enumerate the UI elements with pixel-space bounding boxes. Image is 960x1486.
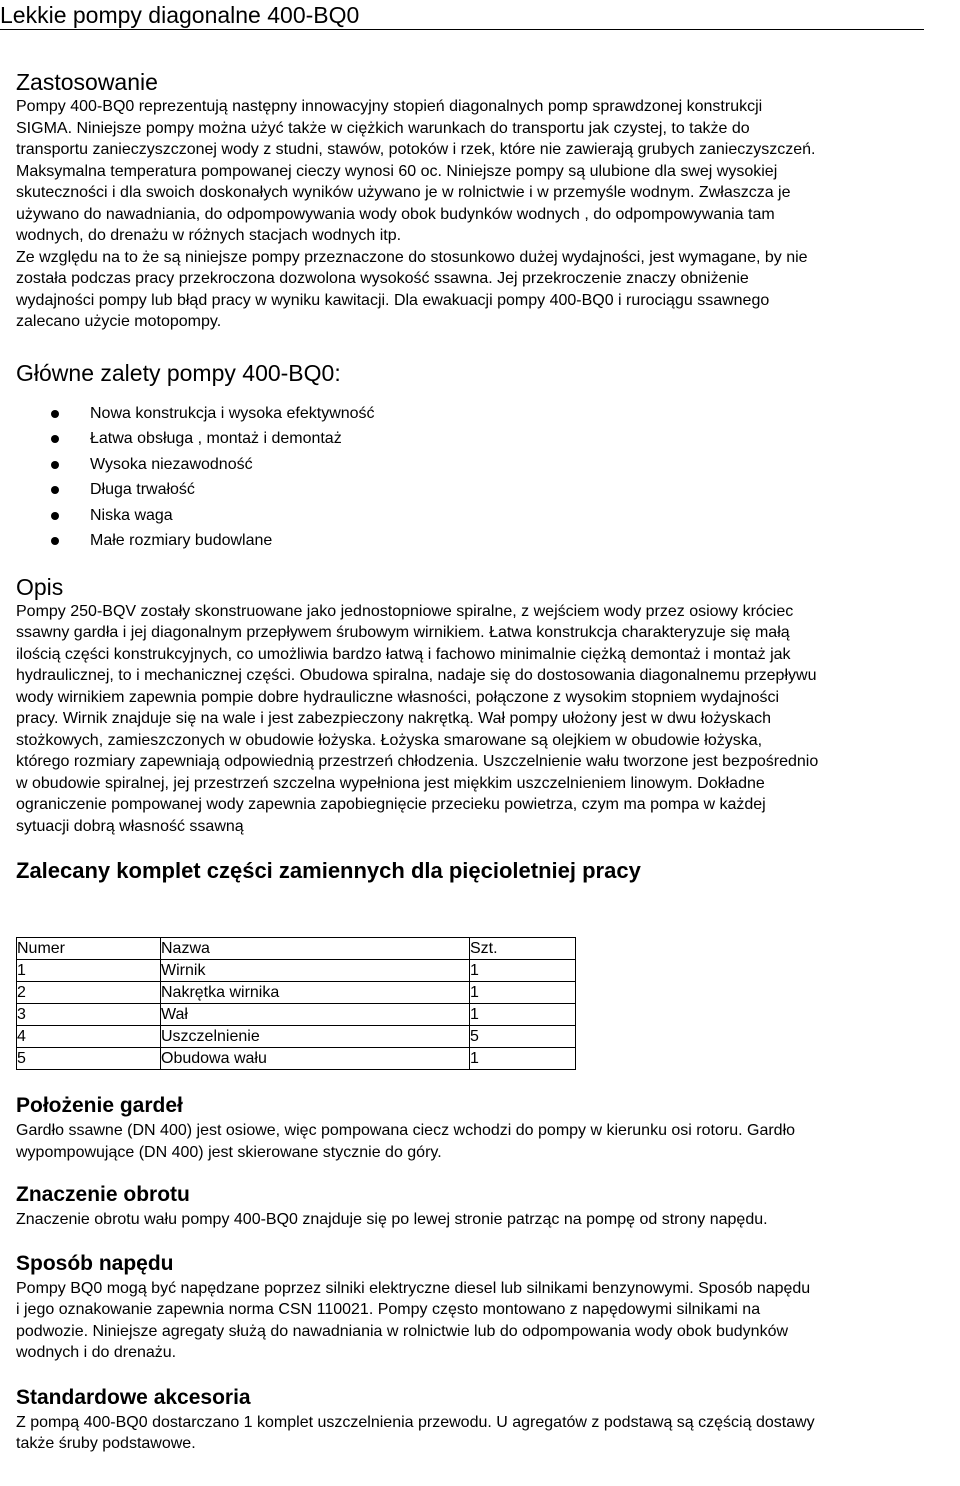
heading-czesci: Zalecany komplet części zamiennych dla pięcioletniej pracy: [16, 858, 641, 883]
list-item-text: Wysoka niezawodność: [90, 455, 253, 473]
table-cell: 1: [17, 960, 161, 982]
table-row: [17, 982, 576, 1004]
table-row: [17, 1048, 576, 1070]
section-obrot: [16, 1181, 946, 1231]
section-zalety: [16, 359, 946, 554]
table-cell: Uszczelnienie: [161, 1026, 470, 1048]
heading-zalety: Główne zalety pompy 400-BQ0:: [16, 359, 341, 386]
table-cell: Wirnik: [161, 960, 470, 982]
advantages-list: [16, 401, 946, 554]
heading-naped: Sposób napędu: [16, 1251, 174, 1275]
table-row: [17, 1026, 576, 1048]
heading-obrot: Znaczenie obrotu: [16, 1183, 190, 1206]
section-zastosowanie: [16, 68, 946, 333]
bullet-icon: [51, 435, 59, 443]
table-cell: 1: [470, 1004, 576, 1026]
table-header-cell: Nazwa: [161, 938, 470, 960]
table-header-row: [17, 938, 576, 960]
document-page: [16, 0, 946, 1455]
bullet-icon: [51, 537, 59, 545]
section-gardel: [16, 1092, 946, 1163]
spare-parts-table: [16, 937, 576, 1070]
table-cell: 5: [17, 1048, 161, 1070]
text-obrot: Znaczenie obrotu wału pompy 400-BQ0 znajduje się po lewej stronie patrząc na pompę od strony napędu.: [16, 1211, 768, 1228]
heading-akcesoria: Standardowe akcesoria: [16, 1385, 251, 1409]
bullet-icon: [51, 461, 59, 469]
text-opis: Pompy 250-BQV zostały skonstruowane jako jednostopniowe spiralne, z wejściem wody przez osiowy króciec ssawny gardła i jej diagonalnym przepływem śrubowym wirnikiem. Łatwa konstrukcja charakteryzuje się małą ilością części konstrukcyjnych, co umożliwia bardzo łatwą i fachowo minimalnie ciężką demontaż i montaż jak hydraulicznej, to i mechanicznej części. Obudowa spiralna, nadaje się do dostosowania diagonalnemu przepływu wody wirnikiem zapewnia pompie dobre hydrauliczne własności, połączone z wysokim stopniem wydajności pracy. Wirnik znajduje się na wale i jest zabezpieczony nakrętką. Wał pompy ułożony jest w dwu łożyskach stożkowych, zamieszczonych w obudowie łożyska. Łożyska smarowane są olejkiem w obudowie łożyska, którego rozmiary zapewniają odpowiednią przestrzeń chłodzenia. Uszczelnienie wału tworzone jest bezpośrednio w obudowie spiralnej, jej przestrzeń szczelna wypełniona jest miękkim uszczelnieniem linowym. Dokładne ograniczenie pompowanej wody zapewnia zapobiegnięcie przecieku powietrza, czym ma pompa w każdej sytuacji dobrą własność ssawną: [16, 602, 819, 835]
table-cell: Wał: [161, 1004, 470, 1026]
list-item-text: Niska waga: [90, 506, 173, 524]
list-item-text: Długa trwałość: [90, 481, 195, 498]
list-item: [16, 477, 946, 503]
heading-zastosowanie: Zastosowanie: [16, 69, 158, 95]
heading-opis: Opis: [16, 573, 64, 600]
heading-gardel: Położenie gardeł: [16, 1094, 183, 1117]
list-item-text: Małe rozmiary budowlane: [90, 532, 273, 549]
table-cell: 1: [470, 960, 576, 982]
document-header-title: Lekkie pompy diagonalne 400-BQ0: [0, 0, 924, 30]
list-item-text: Nowa konstrukcja i wysoka efektywność: [90, 404, 375, 422]
section-akcesoria: [16, 1384, 946, 1455]
table-cell: Nakrętka wirnika: [161, 982, 470, 1004]
table-cell: Obudowa wału: [161, 1048, 470, 1070]
list-item-text: Łatwa obsługa , montaż i demontaż: [90, 430, 342, 447]
list-item: [16, 401, 946, 427]
table-cell: 1: [470, 982, 576, 1004]
list-item: [16, 426, 946, 452]
text-zastosowanie: Pompy 400-BQ0 reprezentują następny innowacyjny stopień diagonalnych pomp sprawdzonej konstrukcji SIGMA. Niniejsze pompy można użyć także w ciężkich warunkach do transportu jak czystej, to także do transportu zanieczyszczonej wody z studni, stawów, potoków i rzek, które nie zawierają grubych zanieczyszczeń. Maksymalna temperatura pompowanej cieczy wynosi 60 oc. Niniejsze pompy są ulubione dla swej wysokiej skuteczności i dla swoich doskonałych wyników używano je w rolnictwie i w przemyśle wodnym. Zwłaszcza je używano do nawadniania, do odpompowywania wody obok budynków wodnych , do odpompowywania tam wodnych, do drenażu w różnych stacjach wodnych itp. Ze względu na to że są niniejsze pompy przeznaczone do stosunkowo dużej wydajności, jest wymagane, by nie została podczas pracy przekroczona dozwolona wysokość ssawna. Jej przekroczenie znaczy obniżenie wydajności pompy lub błąd pracy w wyniku kawitacji. Dla ewakuacji pompy 400-BQ0 i rurociągu ssawnego zalecano użycie motopompy.: [16, 98, 816, 330]
bullet-icon: [51, 486, 59, 494]
table-cell: 4: [17, 1026, 161, 1048]
text-akcesoria: Z pompą 400-BQ0 dostarczano 1 komplet uszczelnienia przewodu. U agregatów z podstawą są częścią dostawy także śruby podstawowe.: [16, 1413, 815, 1452]
table-header-cell: Szt.: [470, 938, 576, 960]
table-cell: 1: [470, 1048, 576, 1070]
section-opis: [16, 573, 946, 838]
list-item: [16, 503, 946, 529]
table-row: [17, 960, 576, 982]
bullet-icon: [51, 410, 59, 418]
list-item: [16, 452, 946, 478]
section-naped: [16, 1250, 946, 1364]
table-row: [17, 1004, 576, 1026]
table-cell: 5: [470, 1026, 576, 1048]
table-header-cell: Numer: [17, 938, 161, 960]
text-naped: Pompy BQ0 mogą być napędzane poprzez silniki elektryczne diesel lub silnikami benzynowymi. Sposób napędu i jego oznakowanie zapewnia norma CSN 110021. Pompy często montowano z napędowymi silnikami na podwozie. Niniejsze agregaty służą do nawadniania w rolnictwie lub do odpompowania wody obok budynków wodnych i do drenażu.: [16, 1279, 811, 1361]
section-czesci: [16, 857, 946, 1070]
table-cell: 2: [17, 982, 161, 1004]
text-gardel: Gardło ssawne (DN 400) jest osiowe, więc pompowana ciecz wchodzi do pompy w kierunku osi rotoru. Gardło wypompowujące (DN 400) jest skierowane stycznie do góry.: [16, 1122, 796, 1161]
bullet-icon: [51, 512, 59, 520]
list-item: [16, 528, 946, 554]
table-cell: 3: [17, 1004, 161, 1026]
